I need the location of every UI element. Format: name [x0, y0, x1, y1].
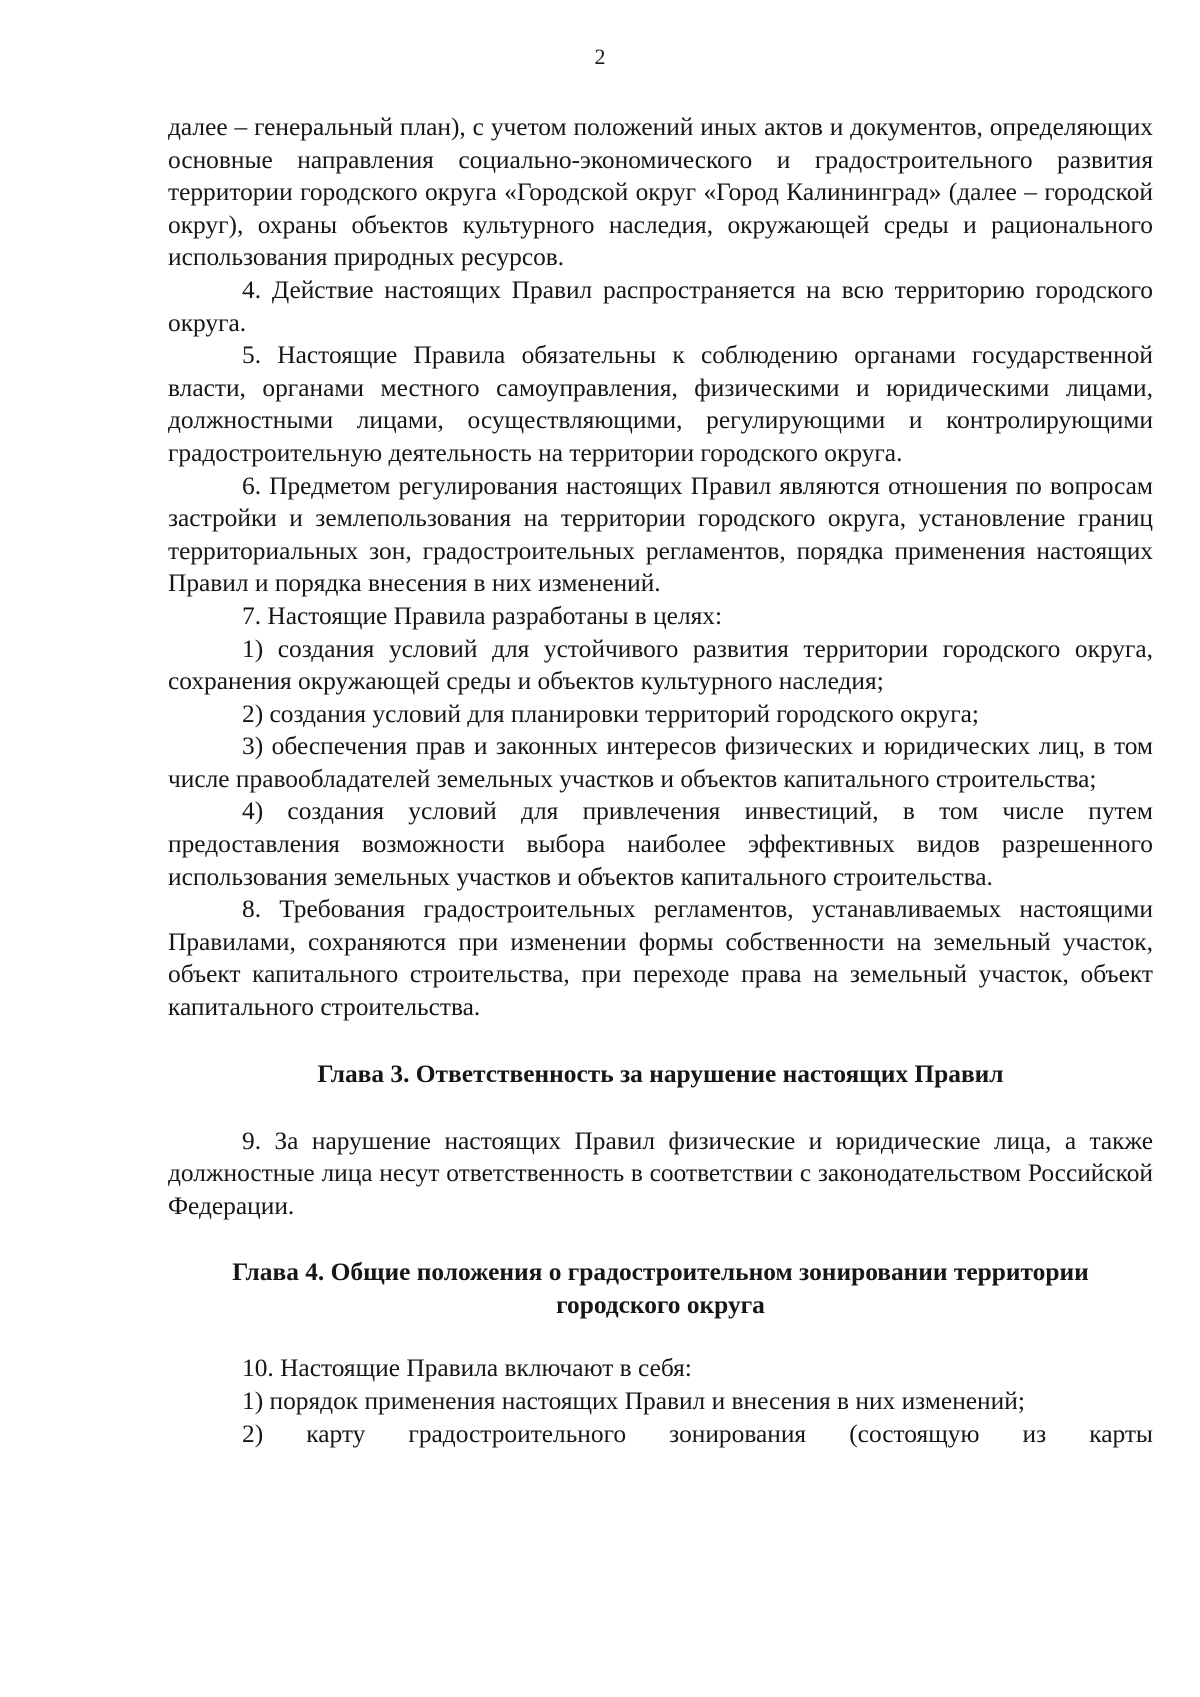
chapter-3-heading: Глава 3. Ответственность за нарушение настоящих Правил: [317, 1059, 1004, 1088]
chapter-4-heading-line2: городского округа: [556, 1291, 765, 1320]
chapter-4-heading-line1: Глава 4. Общие положения о градостроительном зонировании территории: [232, 1258, 1089, 1287]
paragraph-9: 9. За нарушение настоящих Правил физические и юридические лица, а также должностные лица несут ответственность в соответствии с законодательством Российской Федерации.: [168, 1126, 1153, 1220]
list-item-10-1: 1) порядок применения настоящих Правил и внесения в них изменений;: [242, 1387, 1025, 1415]
paragraph-10: 10. Настоящие Правила включают в себя:: [242, 1354, 692, 1383]
paragraph-8: 8. Требования градостроительных регламентов, устанавливаемых настоящими Правилами, сохраняются при изменении формы собственности на земельный участок, объект капитального строительства, при переходе права на земельный участок, объект капитального строительства.: [168, 895, 1153, 1022]
paragraph-continuation: далее – генеральный план), с учетом положений иных актов и документов, определяющих основные направления социально-экономического и градостроительного развития территории городского округа «Городской округ «Город Калининград» (далее – городской округ), охраны объектов культурного наследия, окружающей среды и рационального использования природных ресурсов.: [168, 113, 1153, 272]
list-item-7-4: 4) создания условий для привлечения инвестиций, в том числе путем предоставления возможности выбора наиболее эффективных видов разрешенного использования земельных участков и объектов капитального строительства.: [168, 797, 1153, 891]
paragraph-7: 7. Настоящие Правила разработаны в целях:: [242, 601, 723, 630]
page-number: 2: [594, 44, 606, 69]
list-item-7-3: 3) обеспечения прав и законных интересов физических и юридических лиц, в том числе правообладателей земельных участков и объектов капитального строительства;: [168, 732, 1153, 793]
list-item-7-2: 2) создания условий для планировки территорий городского округа;: [242, 699, 979, 728]
list-item-7-1: 1) создания условий для устойчивого развития территории городского округа, сохранения окружающей среды и объектов культурного наследия;: [168, 634, 1153, 696]
paragraph-6: 6. Предметом регулирования настоящих Правил являются отношения по вопросам застройки и землепользования на территории городского округа, установление границ территориальных зон, градостроительных регламентов, порядка применения настоящих Правил и порядка внесения в них изменений.: [168, 471, 1153, 598]
paragraph-4: 4. Действие настоящих Правил распространяется на всю территорию городского округа.: [168, 275, 1153, 337]
document-body: [168, 111, 1153, 1450]
paragraph-5: 5. Настоящие Правила обязательны к соблюдению органами государственной власти, органами местного самоуправления, физическими и юридическими лицами, должностными лицами, осуществляющими, регулирующими и контролирующими градостроительную деятельность на территории городского округа.: [168, 341, 1153, 467]
list-item-10-2: 2) карту градостроительного зонирования (состоящую из карты: [242, 1419, 1153, 1448]
